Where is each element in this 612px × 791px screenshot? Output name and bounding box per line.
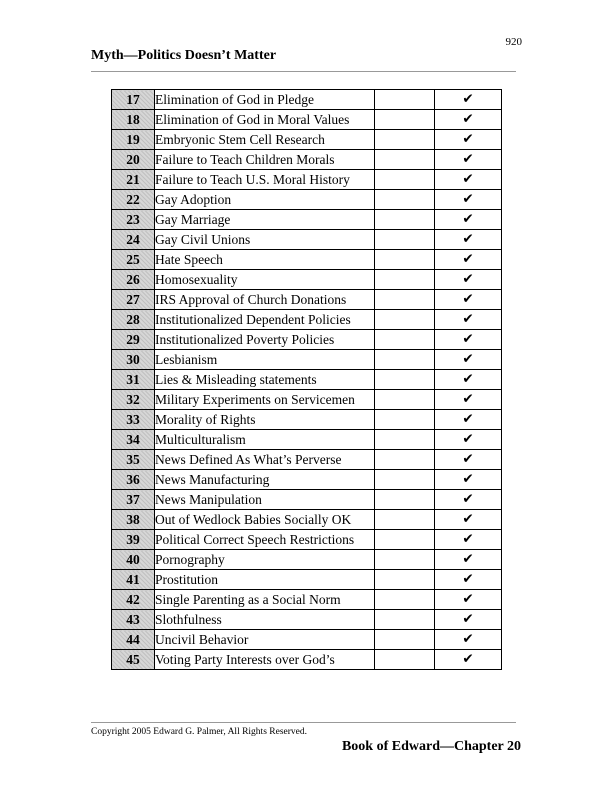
- row-empty-cell: [375, 170, 435, 190]
- row-item-label: Slothfulness: [155, 610, 375, 630]
- row-item-label: Gay Civil Unions: [155, 230, 375, 250]
- row-number: 31: [112, 370, 155, 390]
- table-row: [112, 210, 502, 230]
- table-row: [112, 350, 502, 370]
- checkmark-icon: ✔: [435, 590, 502, 610]
- checkmark-icon: ✔: [435, 470, 502, 490]
- row-number: 28: [112, 310, 155, 330]
- row-empty-cell: [375, 350, 435, 370]
- table-row: [112, 650, 502, 670]
- checkmark-icon: ✔: [435, 510, 502, 530]
- table-row: [112, 170, 502, 190]
- row-empty-cell: [375, 650, 435, 670]
- row-number: 19: [112, 130, 155, 150]
- checkmark-icon: ✔: [435, 290, 502, 310]
- row-number: 43: [112, 610, 155, 630]
- page-number: 920: [505, 36, 522, 48]
- row-number: 20: [112, 150, 155, 170]
- row-empty-cell: [375, 470, 435, 490]
- table-row: [112, 390, 502, 410]
- checkmark-icon: ✔: [435, 570, 502, 590]
- row-item-label: News Manipulation: [155, 490, 375, 510]
- row-number: 21: [112, 170, 155, 190]
- table-row: [112, 330, 502, 350]
- checkmark-icon: ✔: [435, 310, 502, 330]
- row-number: 41: [112, 570, 155, 590]
- checkmark-icon: ✔: [435, 430, 502, 450]
- table-row: [112, 410, 502, 430]
- row-empty-cell: [375, 130, 435, 150]
- checkmark-icon: ✔: [435, 110, 502, 130]
- row-item-label: Pornography: [155, 550, 375, 570]
- checkmark-icon: ✔: [435, 230, 502, 250]
- checkmark-icon: ✔: [435, 150, 502, 170]
- row-empty-cell: [375, 90, 435, 110]
- row-empty-cell: [375, 530, 435, 550]
- row-empty-cell: [375, 430, 435, 450]
- row-number: 29: [112, 330, 155, 350]
- row-empty-cell: [375, 610, 435, 630]
- row-empty-cell: [375, 370, 435, 390]
- row-item-label: Lies & Misleading statements: [155, 370, 375, 390]
- row-item-label: Political Correct Speech Restrictions: [155, 530, 375, 550]
- row-item-label: Embryonic Stem Cell Research: [155, 130, 375, 150]
- row-empty-cell: [375, 290, 435, 310]
- table-row: [112, 290, 502, 310]
- table-row: [112, 370, 502, 390]
- row-item-label: News Defined As What’s Perverse: [155, 450, 375, 470]
- row-empty-cell: [375, 230, 435, 250]
- table-row: [112, 270, 502, 290]
- checkmark-icon: ✔: [435, 170, 502, 190]
- copyright-notice: Copyright 2005 Edward G. Palmer, All Rights Reserved.: [91, 727, 307, 737]
- row-item-label: Elimination of God in Pledge: [155, 90, 375, 110]
- table-row: [112, 590, 502, 610]
- table-row: [112, 130, 502, 150]
- row-empty-cell: [375, 410, 435, 430]
- row-empty-cell: [375, 490, 435, 510]
- row-empty-cell: [375, 110, 435, 130]
- row-number: 45: [112, 650, 155, 670]
- table-row: [112, 530, 502, 550]
- row-number: 26: [112, 270, 155, 290]
- checkmark-icon: ✔: [435, 90, 502, 110]
- checkmark-icon: ✔: [435, 550, 502, 570]
- row-item-label: Military Experiments on Servicemen: [155, 390, 375, 410]
- checkmark-icon: ✔: [435, 450, 502, 470]
- row-empty-cell: [375, 450, 435, 470]
- issues-table: [111, 89, 502, 670]
- checkmark-icon: ✔: [435, 210, 502, 230]
- table-row: [112, 550, 502, 570]
- row-empty-cell: [375, 390, 435, 410]
- table-row: [112, 470, 502, 490]
- checkmark-icon: ✔: [435, 250, 502, 270]
- row-number: 37: [112, 490, 155, 510]
- table-row: [112, 110, 502, 130]
- row-number: 27: [112, 290, 155, 310]
- table-row: [112, 610, 502, 630]
- checkmark-icon: ✔: [435, 390, 502, 410]
- table-row: [112, 310, 502, 330]
- issues-table-body: [112, 90, 502, 670]
- table-row: [112, 450, 502, 470]
- row-number: 22: [112, 190, 155, 210]
- table-row: [112, 570, 502, 590]
- checkmark-icon: ✔: [435, 270, 502, 290]
- row-empty-cell: [375, 510, 435, 530]
- row-empty-cell: [375, 150, 435, 170]
- row-item-label: Homosexuality: [155, 270, 375, 290]
- row-number: 24: [112, 230, 155, 250]
- row-number: 30: [112, 350, 155, 370]
- row-empty-cell: [375, 310, 435, 330]
- row-item-label: Prostitution: [155, 570, 375, 590]
- row-number: 23: [112, 210, 155, 230]
- row-empty-cell: [375, 250, 435, 270]
- table-row: [112, 490, 502, 510]
- checkmark-icon: ✔: [435, 610, 502, 630]
- row-item-label: Gay Marriage: [155, 210, 375, 230]
- table-row: [112, 150, 502, 170]
- footer-divider: [91, 722, 516, 723]
- row-empty-cell: [375, 190, 435, 210]
- row-number: 32: [112, 390, 155, 410]
- row-empty-cell: [375, 210, 435, 230]
- row-number: 44: [112, 630, 155, 650]
- row-item-label: Hate Speech: [155, 250, 375, 270]
- row-number: 17: [112, 90, 155, 110]
- row-empty-cell: [375, 550, 435, 570]
- row-item-label: Voting Party Interests over God’s: [155, 650, 375, 670]
- checkmark-icon: ✔: [435, 630, 502, 650]
- table-row: [112, 230, 502, 250]
- page-title: Myth—Politics Doesn’t Matter: [91, 48, 277, 63]
- row-item-label: Uncivil Behavior: [155, 630, 375, 650]
- checkmark-icon: ✔: [435, 190, 502, 210]
- row-number: 35: [112, 450, 155, 470]
- table-row: [112, 90, 502, 110]
- row-number: 40: [112, 550, 155, 570]
- header-divider: [91, 71, 516, 72]
- checkmark-icon: ✔: [435, 370, 502, 390]
- table-row: [112, 190, 502, 210]
- row-item-label: Gay Adoption: [155, 190, 375, 210]
- checkmark-icon: ✔: [435, 330, 502, 350]
- checkmark-icon: ✔: [435, 490, 502, 510]
- row-item-label: Multiculturalism: [155, 430, 375, 450]
- checkmark-icon: ✔: [435, 410, 502, 430]
- checkmark-icon: ✔: [435, 130, 502, 150]
- checkmark-icon: ✔: [435, 650, 502, 670]
- row-item-label: Single Parenting as a Social Norm: [155, 590, 375, 610]
- table-row: [112, 430, 502, 450]
- row-number: 36: [112, 470, 155, 490]
- row-item-label: Institutionalized Poverty Policies: [155, 330, 375, 350]
- row-item-label: IRS Approval of Church Donations: [155, 290, 375, 310]
- row-item-label: Institutionalized Dependent Policies: [155, 310, 375, 330]
- row-number: 39: [112, 530, 155, 550]
- row-item-label: Morality of Rights: [155, 410, 375, 430]
- row-item-label: Out of Wedlock Babies Socially OK: [155, 510, 375, 530]
- row-empty-cell: [375, 630, 435, 650]
- row-item-label: Elimination of God in Moral Values: [155, 110, 375, 130]
- book-chapter-title: Book of Edward—Chapter 20: [341, 739, 521, 754]
- table-row: [112, 510, 502, 530]
- row-item-label: Failure to Teach U.S. Moral History: [155, 170, 375, 190]
- row-number: 25: [112, 250, 155, 270]
- row-empty-cell: [375, 590, 435, 610]
- row-item-label: News Manufacturing: [155, 470, 375, 490]
- table-row: [112, 630, 502, 650]
- row-empty-cell: [375, 570, 435, 590]
- row-number: 33: [112, 410, 155, 430]
- checkmark-icon: ✔: [435, 530, 502, 550]
- row-number: 34: [112, 430, 155, 450]
- table-row: [112, 250, 502, 270]
- row-number: 18: [112, 110, 155, 130]
- row-empty-cell: [375, 270, 435, 290]
- row-item-label: Lesbianism: [155, 350, 375, 370]
- checkmark-icon: ✔: [435, 350, 502, 370]
- row-number: 38: [112, 510, 155, 530]
- row-empty-cell: [375, 330, 435, 350]
- row-item-label: Failure to Teach Children Morals: [155, 150, 375, 170]
- row-number: 42: [112, 590, 155, 610]
